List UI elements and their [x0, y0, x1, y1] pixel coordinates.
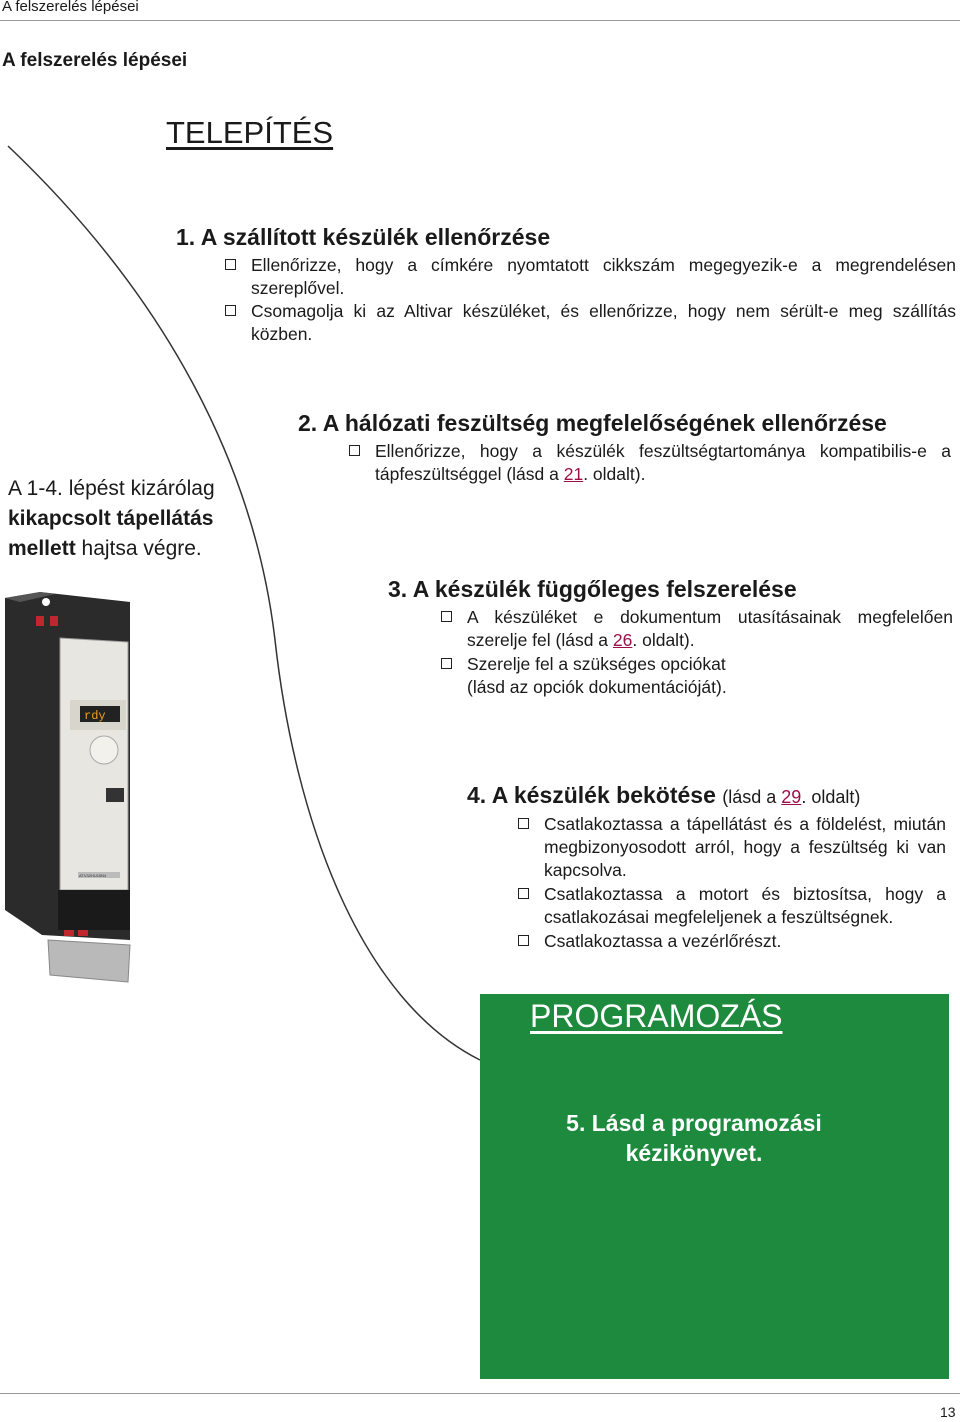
- page-link-29[interactable]: 29: [781, 787, 802, 807]
- footer-divider: [0, 1393, 960, 1394]
- checkbox-icon: [441, 611, 452, 622]
- programming-panel: [480, 994, 949, 1379]
- page-number: 13: [940, 1404, 956, 1420]
- checkbox-icon: [518, 888, 529, 899]
- drive-display-text: rdy: [84, 709, 106, 723]
- step1-item-1: Ellenőrizze, hogy a címkére nyomtatott cikkszám megegyezik-e a megrendelésen szereplővel.: [251, 254, 956, 300]
- page-link-26[interactable]: 26: [612, 630, 633, 650]
- checkbox-icon: [225, 305, 236, 316]
- checkbox-icon: [349, 445, 360, 456]
- checkbox-icon: [441, 658, 452, 669]
- model-label: ATV32HU15N4: [79, 873, 107, 878]
- step4-item-2: Csatlakoztassa a motort és biztosítsa, hogy a csatlakozásai megfeleljenek a feszültségnek.: [544, 883, 946, 929]
- page-link-21[interactable]: 21: [563, 464, 584, 484]
- running-header: A felszerelés lépései: [2, 0, 139, 15]
- step4-item-1: Csatlakoztassa a tápellátást és a földelést, miután megbizonyosodott arról, hogy a feszültség ki van kapcsolva.: [544, 813, 946, 882]
- programming-title: PROGRAMOZÁS: [530, 998, 783, 1034]
- step2-item-1: Ellenőrizze, hogy a készülék feszültségtartománya kompatibilis-e a tápfeszültséggel (lásd a 21. oldalt).: [375, 440, 951, 486]
- checkbox-icon: [518, 818, 529, 829]
- step2-title: 2. A hálózati feszültség megfelelőségének ellenőrzése: [298, 410, 887, 436]
- step1-title: 1. A szállított készülék ellenőrzése: [176, 224, 551, 250]
- step3-item-1: A készüléket e dokumentum utasításainak megfelelően szerelje fel (lásd a 26. oldalt).: [467, 606, 953, 652]
- installation-title: TELEPÍTÉS: [166, 115, 334, 150]
- step3-item-2: Szerelje fel a szükséges opciókat (lásd az opciók dokumentációját).: [467, 653, 767, 699]
- step1-item-2: Csomagolja ki az Altivar készüléket, és ellenőrizze, hogy nem sérült-e meg szállítás közben.: [251, 300, 956, 346]
- altivar-drive-image: [0, 590, 160, 990]
- checkbox-icon: [518, 935, 529, 946]
- step5-text: 5. Lásd a programozási kézikönyvet.: [566, 1110, 822, 1166]
- step3-title: 3. A készülék függőleges felszerelése: [388, 576, 797, 602]
- section-header: A felszerelés lépései: [2, 50, 188, 71]
- step4-title: 4. A készülék bekötése (lásd a 29. oldalt): [467, 782, 861, 808]
- checkbox-icon: [225, 259, 236, 270]
- step4-item-3: Csatlakoztassa a vezérlőrészt.: [544, 930, 946, 953]
- power-off-warning: A 1-4. lépést kizárólag kikapcsolt tápellátás mellett hajtsa végre.: [8, 477, 215, 560]
